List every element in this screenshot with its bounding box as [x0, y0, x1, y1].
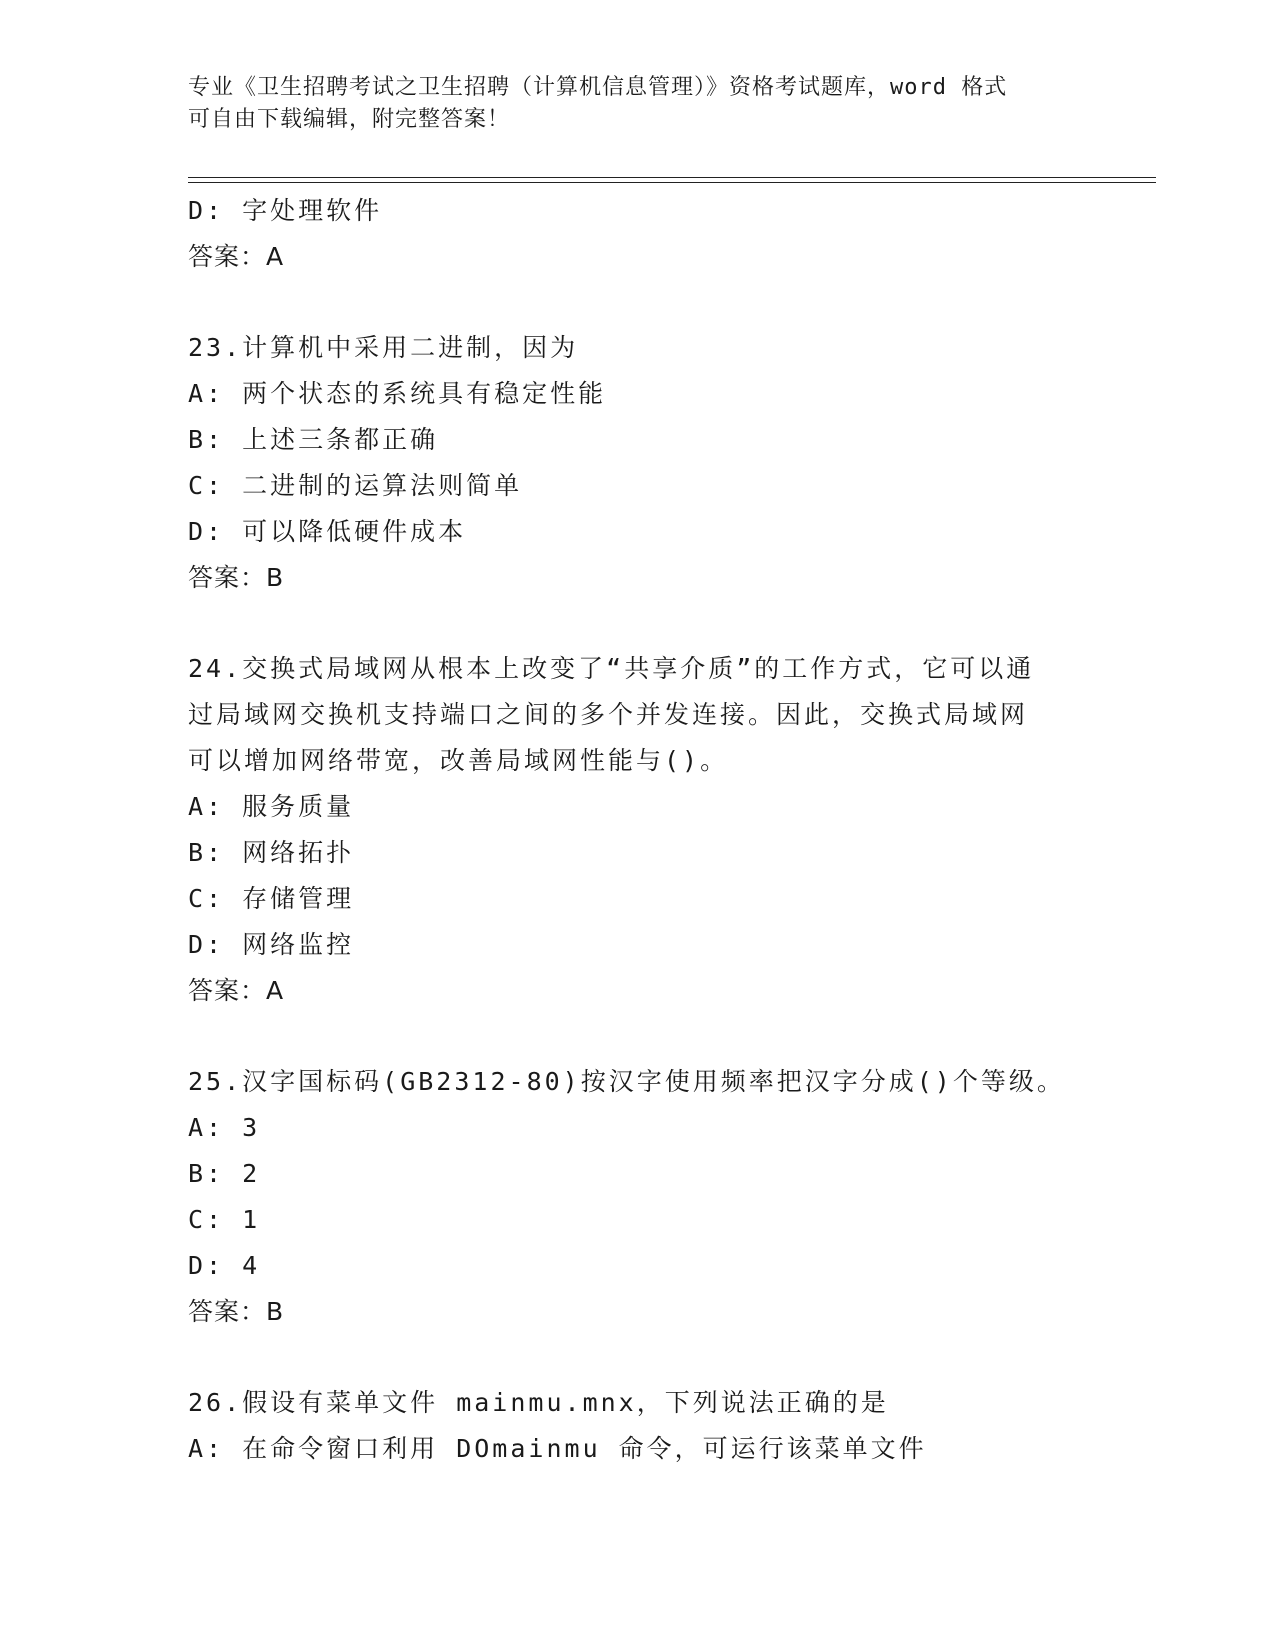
option-a: A: 服务质量: [188, 792, 355, 821]
option-d: D: 网络监控: [188, 930, 355, 959]
spacer: [188, 1014, 1088, 1059]
question-list: [188, 188, 1088, 1472]
spacer: [188, 280, 1088, 325]
option-b: B: 上述三条都正确: [188, 425, 439, 454]
option-d: D: 4: [188, 1251, 261, 1280]
question-stem-line-2: 过局域网交换机支持端口之间的多个并发连接。因此，交换式局域网: [188, 700, 1029, 729]
question-stem: 26.假设有菜单文件 mainmu.mnx，下列说法正确的是: [188, 1388, 889, 1417]
prev-answer: 答案：A: [188, 242, 285, 271]
prev-option-d: D: 字处理软件: [188, 196, 383, 225]
question-26: [188, 1380, 1088, 1472]
question-stem-line-3: 可以增加网络带宽，改善局域网性能与()。: [188, 746, 729, 775]
option-a: A: 3: [188, 1113, 261, 1142]
option-b: B: 2: [188, 1159, 261, 1188]
option-a: A: 两个状态的系统具有稳定性能: [188, 379, 607, 408]
question-stem-line-1: 24.交换式局域网从根本上改变了“共享介质”的工作方式，它可以通: [188, 654, 1035, 683]
answer: 答案：B: [188, 563, 285, 592]
question-stem: 23.计算机中采用二进制，因为: [188, 333, 579, 362]
option-d: D: 可以降低硬件成本: [188, 517, 467, 546]
option-a: A: 在命令窗口利用 DOmainmu 命令，可运行该菜单文件: [188, 1434, 927, 1463]
question-24: [188, 646, 1088, 1014]
answer: 答案：B: [188, 1297, 285, 1326]
question-stem: 25.汉字国标码(GB2312-80)按汉字使用频率把汉字分成()个等级。: [188, 1067, 1065, 1096]
spacer: [188, 1335, 1088, 1380]
option-c: C: 二进制的运算法则简单: [188, 471, 523, 500]
option-c: C: 1: [188, 1205, 261, 1234]
document-header: [188, 72, 1088, 136]
header-divider-bottom: [188, 182, 1156, 183]
question-23: [188, 325, 1088, 601]
header-divider-top: [188, 177, 1156, 178]
question-25: [188, 1059, 1088, 1335]
spacer: [188, 601, 1088, 646]
option-c: C: 存储管理: [188, 884, 355, 913]
option-b: B: 网络拓扑: [188, 838, 355, 867]
header-line-1: 专业《卫生招聘考试之卫生招聘（计算机信息管理）》资格考试题库，word 格式: [188, 75, 1008, 100]
header-line-2: 可自由下载编辑，附完整答案！: [188, 107, 511, 132]
answer: 答案：A: [188, 976, 285, 1005]
